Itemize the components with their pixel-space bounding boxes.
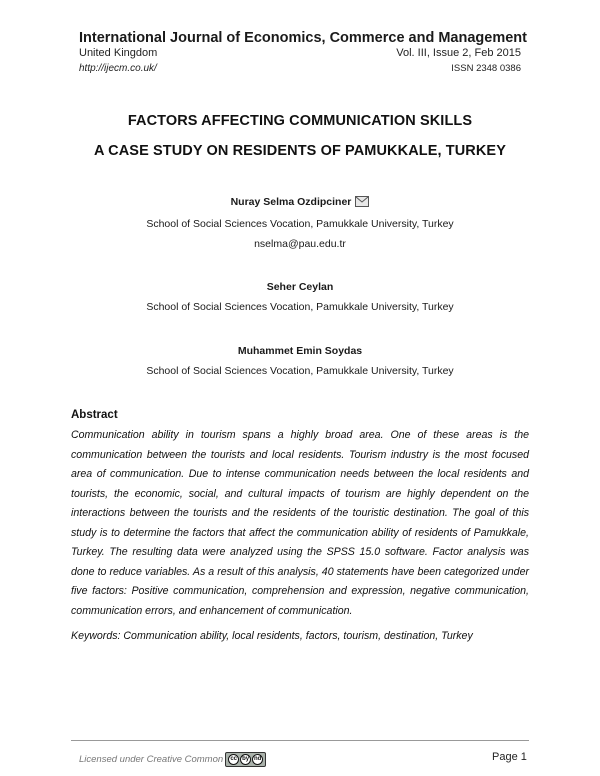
- creative-commons-badge[interactable]: [225, 752, 266, 767]
- issn: ISSN 2348 0386: [451, 63, 521, 74]
- author-1-affiliation: School of Social Sciences Vocation, Pamukkale University, Turkey: [146, 218, 454, 230]
- license-text: Licensed under Creative Common: [79, 754, 224, 765]
- header-row-1: [79, 47, 521, 59]
- author-name: Muhammet Emin Soydas: [237, 345, 363, 357]
- author-1-email[interactable]: nselma@pau.edu.tr: [254, 238, 346, 250]
- author-name: Seher Ceylan: [266, 281, 334, 293]
- abstract-body: Communication ability in tourism spans a highly broad area. One of these areas is the communication between the tourists and local residents. Tourism industry is the most focused area of communication. Due to intense communication needs between the local residents and tourists, the economic, social, and cultural impacts of tourism are highly dependent on the interactions between the tourists and the residents of the touristic destination. The goal of this study is to determine the factors that affect the communication ability of residents of Pamukkale, Turkey. The resulting data were analyzed using the SPSS 15.0 software. Factor analysis was done to reduce variables. As a result of this analysis, 40 statements have been categorized under five factors: Positive communication, comprehension and expression, negative communication, communication errors, and enhancement of communication.: [71, 429, 529, 617]
- author-1-name-row: [0, 196, 600, 208]
- header-row-2: [79, 63, 521, 74]
- journal-title: International Journal of Economics, Commerce and Management: [79, 30, 527, 46]
- paper-title-line-1: FACTORS AFFECTING COMMUNICATION SKILLS: [127, 113, 473, 129]
- keywords: Keywords: Communication ability, local residents, factors, tourism, destination, Turkey: [71, 630, 473, 642]
- page-number: Page 1: [492, 751, 527, 763]
- author-2-name: [0, 281, 600, 293]
- cc-icon: cc: [228, 754, 239, 765]
- journal-location: United Kingdom: [79, 47, 158, 59]
- author-3-name: [0, 345, 600, 357]
- nd-icon: nd: [252, 754, 263, 765]
- author-name: Nuray Selma Ozdipciner: [230, 196, 352, 208]
- volume-issue: Vol. III, Issue 2, Feb 2015: [396, 47, 521, 59]
- by-icon: by: [240, 754, 251, 765]
- paper-title-line-2: A CASE STUDY ON RESIDENTS OF PAMUKKALE, TURKEY: [94, 143, 506, 159]
- footer-divider: [71, 740, 529, 741]
- footer-license: [79, 752, 266, 767]
- abstract-heading: Abstract: [71, 409, 118, 421]
- author-3-affiliation: School of Social Sciences Vocation, Pamukkale University, Turkey: [146, 365, 454, 377]
- journal-url[interactable]: http://ijecm.co.uk/: [79, 63, 157, 74]
- author-2-affiliation: School of Social Sciences Vocation, Pamukkale University, Turkey: [146, 301, 454, 313]
- envelope-icon[interactable]: [355, 196, 369, 207]
